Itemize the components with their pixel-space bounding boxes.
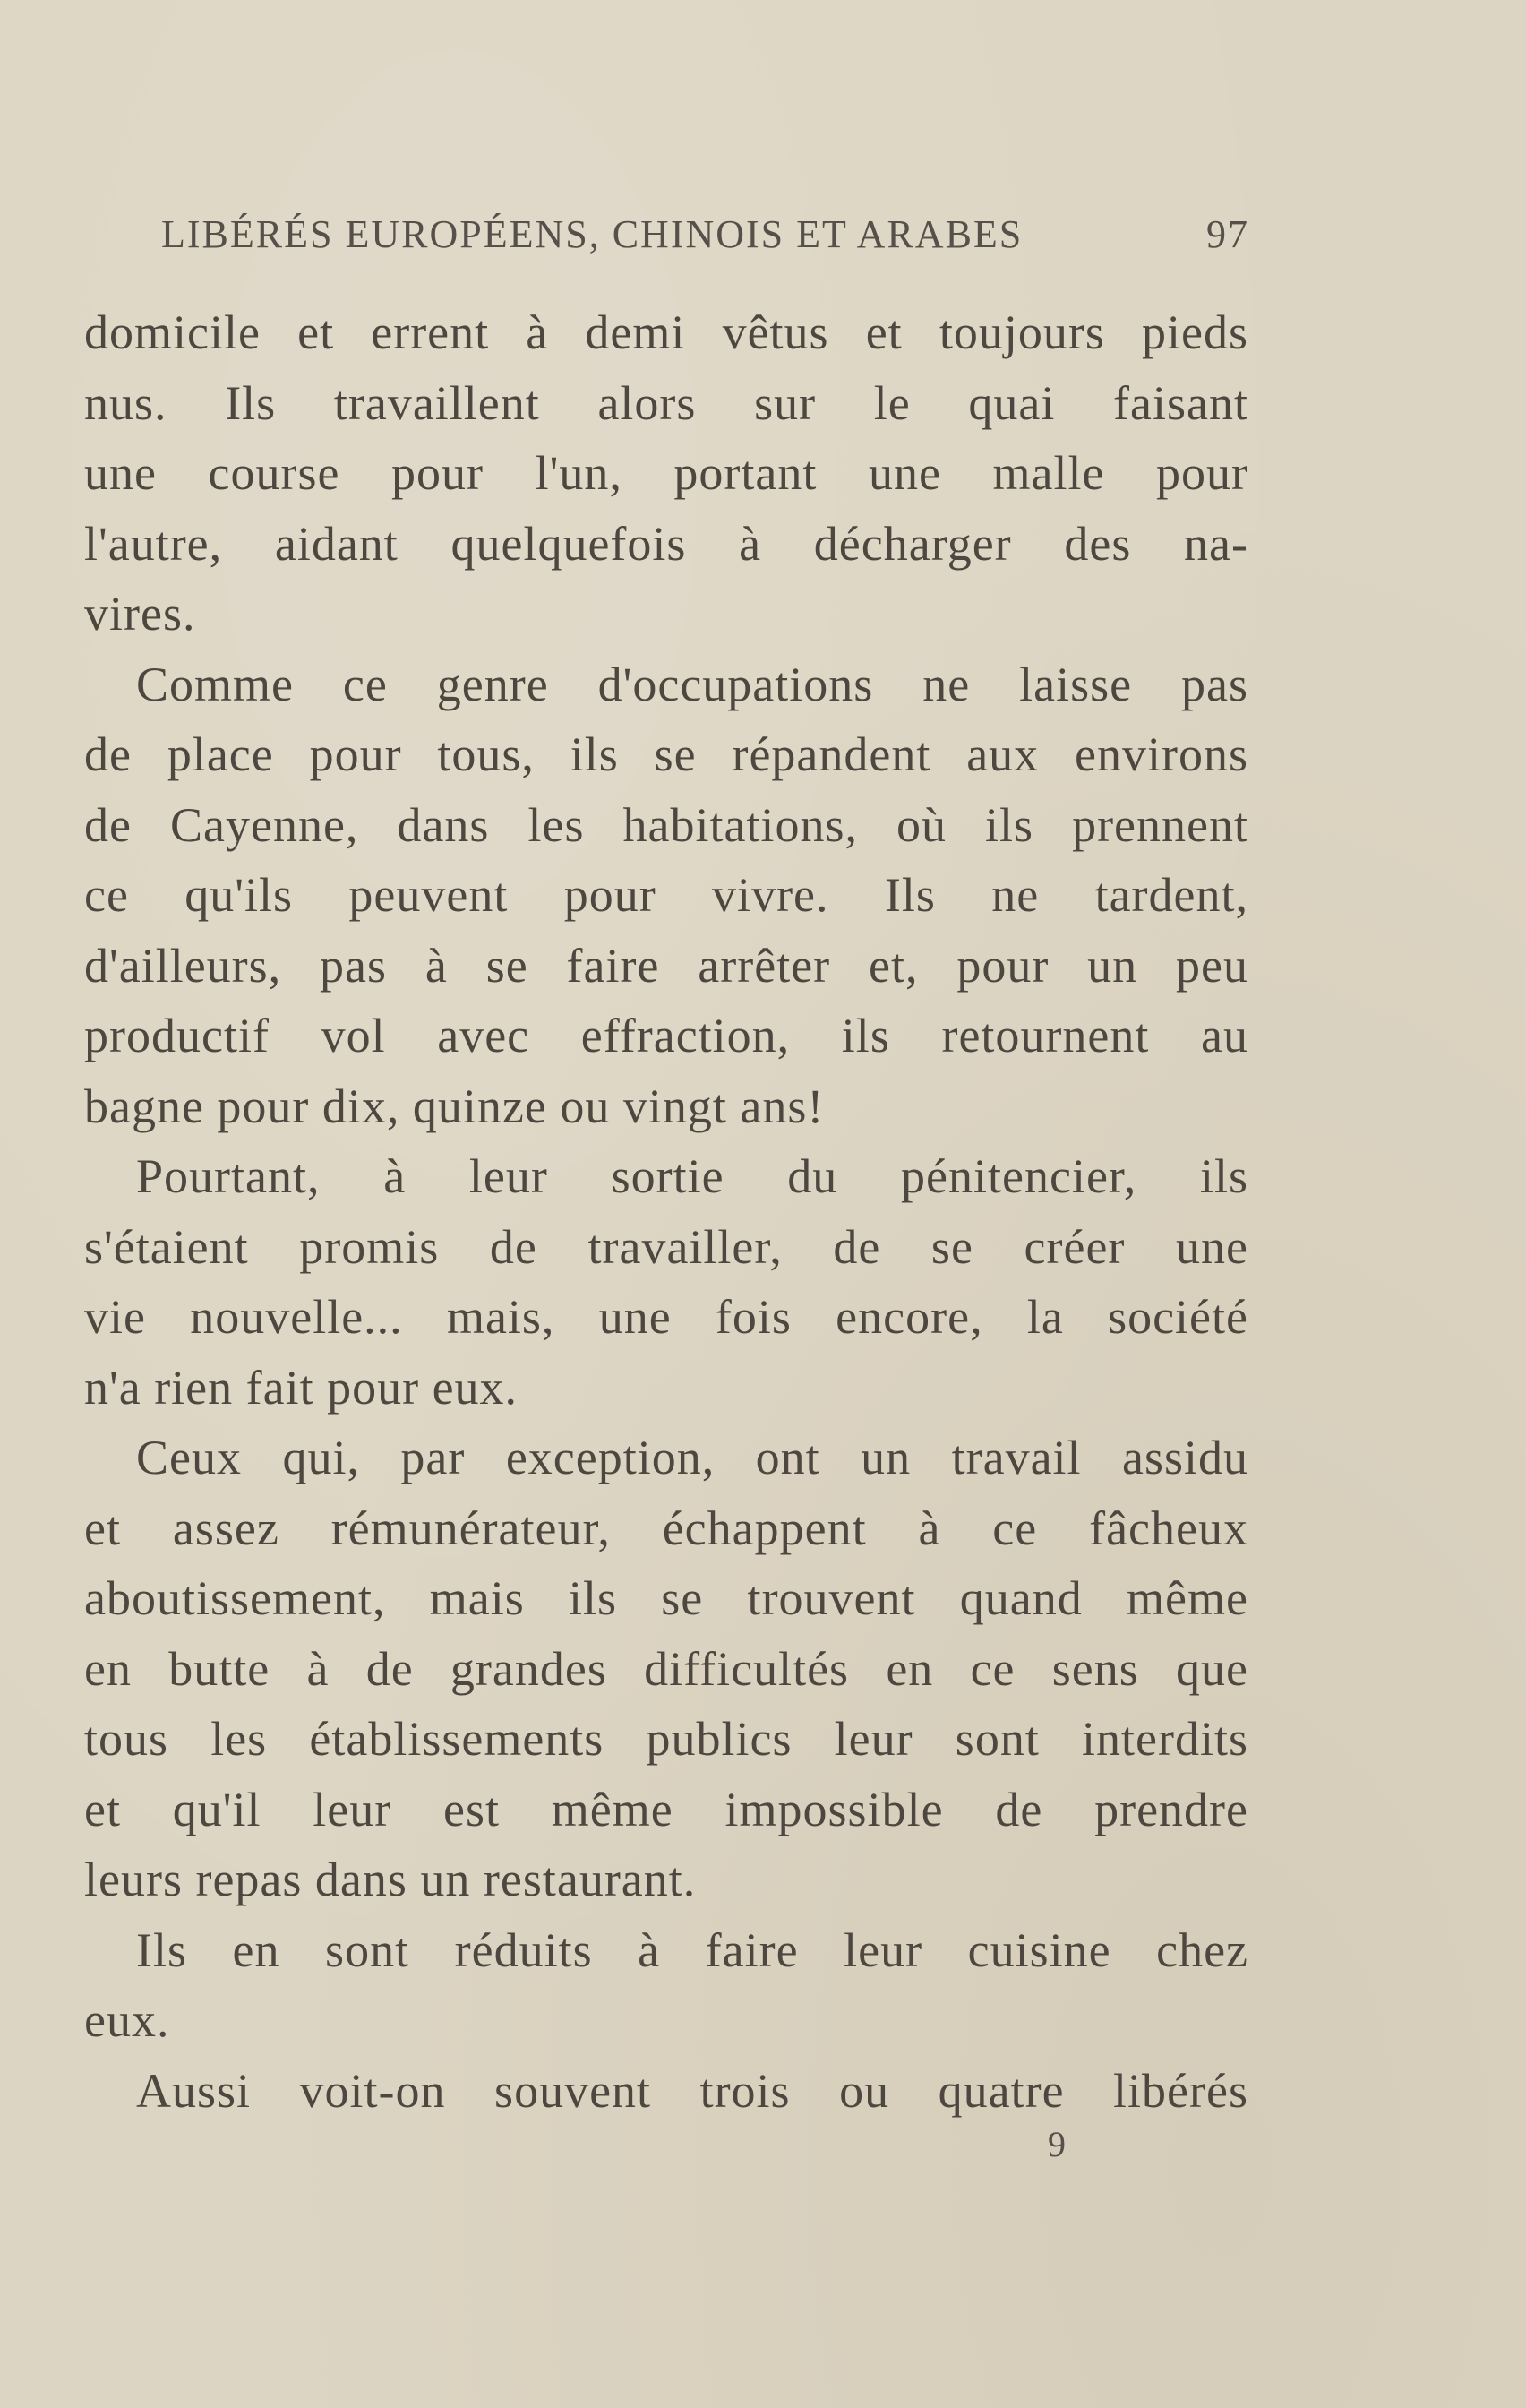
- text-line: une course pour l'un, portant une malle pour: [84, 446, 1248, 500]
- text-line: bagne pour dix, quinze ou vingt ans!: [84, 1079, 825, 1133]
- text-line: Ils en sont réduits à faire leur cuisine chez: [136, 1922, 1248, 1977]
- text-line: productif vol avec effraction, ils retournent au: [84, 1009, 1248, 1062]
- text-line: s'étaient promis de travailler, de se créer une: [84, 1219, 1248, 1274]
- text-line: vie nouvelle... mais, une fois encore, la société: [84, 1290, 1248, 1344]
- text-line: nus. Ils travaillent alors sur le quai faisant: [84, 375, 1248, 430]
- text-line: d'ailleurs, pas à se faire arrêter et, pour un peu: [84, 938, 1248, 993]
- text-line: et assez rémunérateur, échappent à ce fâcheux: [84, 1501, 1248, 1555]
- signature-mark: 9: [1048, 2124, 1066, 2164]
- text-line: ce qu'ils peuvent pour vivre. Ils ne tardent,: [84, 868, 1248, 922]
- text-line: n'a rien fait pour eux.: [84, 1360, 519, 1415]
- text-line: Aussi voit-on souvent trois ou quatre libérés: [136, 2063, 1248, 2118]
- text-line: vires.: [84, 587, 196, 641]
- page-number: 97: [1206, 212, 1249, 256]
- body-text: [84, 297, 1248, 2126]
- running-head-title: LIBÉRÉS EUROPÉENS, CHINOIS ET ARABES: [161, 212, 1024, 256]
- running-head: [161, 211, 1249, 265]
- text-line: aboutissement, mais ils se trouvent quand même: [84, 1571, 1248, 1625]
- text-line: eux.: [84, 1993, 170, 2047]
- text-line: domicile et errent à demi vêtus et toujours pieds: [84, 305, 1248, 359]
- text-line: de Cayenne, dans les habitations, où ils prennent: [84, 797, 1248, 852]
- text-line: et qu'il leur est même impossible de prendre: [84, 1782, 1248, 1836]
- text-line: en butte à de grandes difficultés en ce sens que: [84, 1641, 1248, 1696]
- text-line: Ceux qui, par exception, ont un travail assidu: [136, 1431, 1248, 1484]
- text-line: l'autre, aidant quelquefois à décharger des na-: [84, 516, 1248, 571]
- text-line: tous les établissements publics leur sont interdits: [84, 1712, 1248, 1766]
- text-line: leurs repas dans un restaurant.: [84, 1853, 697, 1906]
- text-line: Comme ce genre d'occupations ne laisse pas: [136, 657, 1248, 711]
- text-line: Pourtant, à leur sortie du pénitencier, ils: [136, 1149, 1248, 1203]
- text-line: de place pour tous, ils se répandent aux environs: [84, 727, 1248, 781]
